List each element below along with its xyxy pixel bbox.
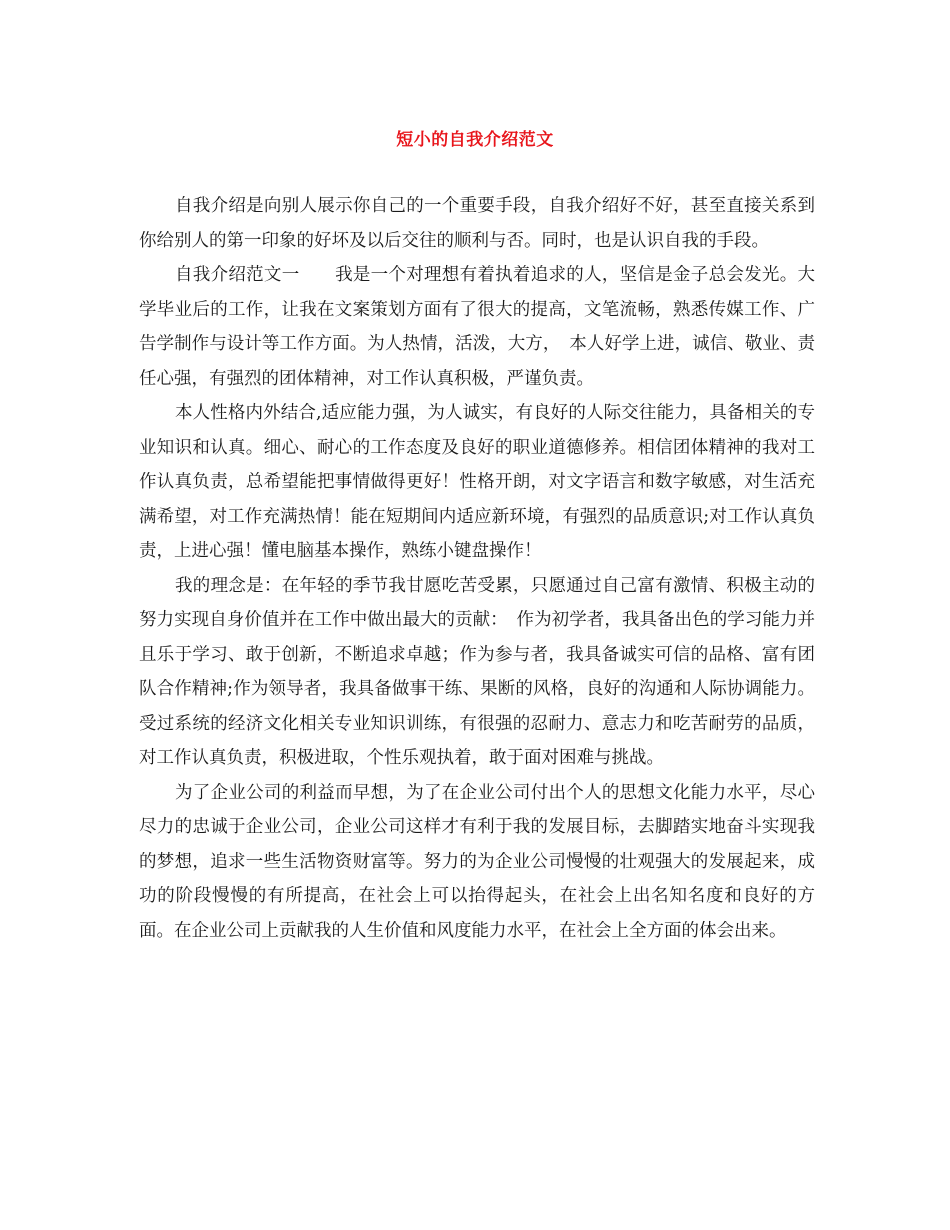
- paragraph-intro: 自我介绍是向别人展示你自己的一个重要手段，自我介绍好不好，甚至直接关系到你给别人的第一印象的好坏及以后交往的顺利与否。同时，也是认识自我的手段。: [139, 196, 815, 251]
- paragraph-sample-one: 自我介绍范文一 我是一个对理想有着执着追求的人，坚信是金子总会发光。大学毕业后的工作，让我在文案策划方面有了很大的提高，文笔流畅，熟悉传媒工作、广告学制作与设计等工作方面。为人热情，活泼，大方， 本人好学上进，诚信、敬业、责任心强，有强烈的团体精神，对工作认真积极，严谨负责。: [139, 265, 815, 389]
- document-body: [139, 189, 815, 948]
- document-title: 短小的自我介绍范文: [396, 130, 554, 150]
- paragraph-personality: 本人性格内外结合,适应能力强，为人诚实，有良好的人际交往能力，具备相关的专业知识和认真。细心、耐心的工作态度及良好的职业道德修养。相信团体精神的我对工作认真负责，总希望能把事情做得更好！性格开朗，对文字语言和数字敏感，对生活充满希望，对工作充满热情！能在短期间内适应新环境，有强烈的品质意识;对工作认真负责，上进心强！懂电脑基本操作，熟练小键盘操作！: [139, 403, 815, 561]
- paragraph-company: 为了企业公司的利益而早想，为了在企业公司付出个人的思想文化能力水平，尽心尽力的忠诚于企业公司，企业公司这样才有利于我的发展目标，去脚踏实地奋斗实现我的梦想，追求一些生活物资财富等。努力的为企业公司慢慢的壮观强大的发展起来，成功的阶段慢慢的有所提高，在社会上可以抬得起头，在社会上出名知名度和良好的方面。在企业公司上贡献我的人生价值和风度能力水平，在社会上全方面的体会出来。: [139, 782, 815, 941]
- paragraph-philosophy: 我的理念是：在年轻的季节我甘愿吃苦受累，只愿通过自己富有激情、积极主动的努力实现自身价值并在工作中做出最大的贡献： 作为初学者，我具备出色的学习能力并且乐于学习、敢于创新，不断追求卓越；作为参与者，我具备诚实可信的品格、富有团队合作精神;作为领导者，我具备做事干练、果断的风格，良好的沟通和人际协调能力。受过系统的经济文化相关专业知识训练，有很强的忍耐力、意志力和吃苦耐劳的品质，对工作认真负责，积极进取，个性乐观执着，敢于面对困难与挑战。: [139, 575, 815, 768]
